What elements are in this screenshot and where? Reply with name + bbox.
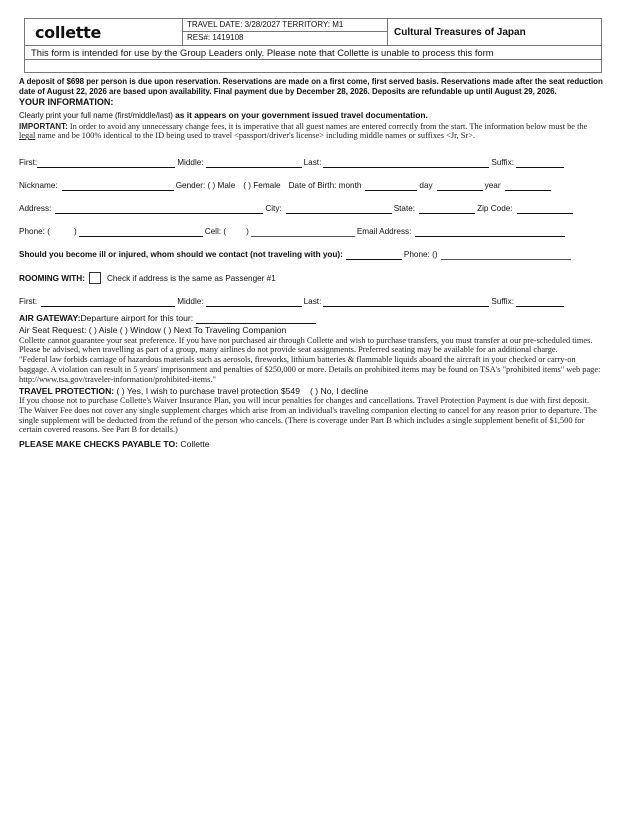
important-notice xyxy=(19,122,603,142)
zip-label: Zip Code: xyxy=(477,204,513,214)
emergency-contact-row xyxy=(19,249,603,260)
important-text-2: name and be 100% identical to the ID being used to travel <passport/driver's license> including middle names or suffixes <Jr, Sr>. xyxy=(35,131,476,141)
nickname-row xyxy=(19,180,603,191)
your-information-heading: YOUR INFORMATION: xyxy=(19,97,114,107)
city-field[interactable] xyxy=(286,204,392,214)
seat-preference-note: Collette cannot guarantee your seat preference. If you have not purchased air through Collette and wish to purchase transfers, you must transfer at our pre-scheduled times. xyxy=(19,335,593,345)
collette-logo: collette xyxy=(35,22,102,42)
emergency-contact-field[interactable] xyxy=(346,250,402,260)
state-field[interactable] xyxy=(419,204,475,214)
header-blank-row xyxy=(25,60,601,72)
important-legal: legal xyxy=(19,131,36,141)
same-address-checkbox[interactable] xyxy=(89,272,101,284)
first-name-field[interactable] xyxy=(37,158,175,168)
dob-year-field[interactable] xyxy=(505,181,551,191)
phone-label: Phone: ( xyxy=(19,227,50,237)
middle-label: Middle: xyxy=(177,158,204,168)
dob-day-field[interactable] xyxy=(437,181,483,191)
dob-month-field[interactable] xyxy=(365,181,417,191)
logo-cell xyxy=(25,19,183,45)
deposit-notice: A deposit of $698 per person is due upon reservation. Reservations are made on a first come, first served basis. Reservations made after the seat reduction date of August 22, 2026 are based upon availability. Final payment due by December 28, 2026. Deposits are refundable up until August 29, 2026. xyxy=(19,77,603,96)
important-label: IMPORTANT: xyxy=(19,121,68,131)
air-gateway-text: Departure airport for this tour: xyxy=(80,313,194,324)
air-seat-request[interactable]: Air Seat Request: ( ) Aisle ( ) Window ( ) Next To Traveling Companion xyxy=(19,325,287,336)
rooming-with-label: ROOMING WITH: xyxy=(19,273,85,283)
rooming-last-label: Last: xyxy=(303,297,322,307)
cell-label: Cell: ( xyxy=(204,227,227,237)
city-label: City: xyxy=(265,204,282,214)
rooming-last-field[interactable] xyxy=(323,297,489,307)
travel-protection-label: TRAVEL PROTECTION: xyxy=(19,385,115,396)
middle-name-field[interactable] xyxy=(206,158,302,168)
dob-year-label: year xyxy=(484,181,501,191)
travel-protection-note: If you choose not to purchase Collette's Waiver Insurance Plan, you will incur penalties for changes and cancellations. Travel Protection Payment is due with first deposit. The Waiver Fee does not cover any single supplement charges which arise from an individual's traveling companion electing to cancel for any reason prior to departure. The single supplement will be deducted from the refund of the person who cancels. (There is coverage under Part B which includes a single supplement benefit of $1,500 for certain covered reasons. See Part B for details.) xyxy=(19,396,597,435)
print-name-instruction xyxy=(19,109,603,122)
rooming-suffix-label: Suffix: xyxy=(491,297,514,307)
group-leader-notice: This form is intended for use by the Group Leaders only. Please note that Collette is unable to process this form xyxy=(25,46,601,60)
header-top-row xyxy=(25,19,601,46)
rooming-with-row xyxy=(19,272,603,284)
print-name-bold: as it appears on your government issued travel documentation. xyxy=(175,110,428,120)
email-label: Email Address: xyxy=(356,227,412,237)
rooming-suffix-field[interactable] xyxy=(516,297,564,307)
rooming-first-label: First: xyxy=(19,297,38,307)
dob-day-label: day xyxy=(419,181,433,191)
checks-payee: Collette xyxy=(178,439,210,450)
email-field[interactable] xyxy=(415,227,565,237)
rooming-middle-field[interactable] xyxy=(206,297,302,307)
gender-female-option[interactable]: ( ) Female xyxy=(243,181,281,191)
state-label: State: xyxy=(393,204,416,214)
seat-assignment-note: Please be advised, when travelling as part of a group, many airlines do not provide seat assignments. Preferred seating may be available for an additional charge. xyxy=(19,345,558,355)
checks-payable-row xyxy=(19,439,603,450)
address-field[interactable] xyxy=(55,204,263,214)
address-label: Address: xyxy=(19,204,52,214)
gender-male-option[interactable]: Gender: ( ) Male xyxy=(175,181,236,191)
dob-month-label: Date of Birth: month xyxy=(288,181,362,191)
first-label: First: xyxy=(19,158,38,168)
form-body xyxy=(0,73,618,450)
emergency-phone-field[interactable] xyxy=(441,250,571,260)
air-gateway-row xyxy=(19,313,603,324)
name-row xyxy=(19,157,603,168)
important-text-1: In order to avoid any unnecessary change fees, it is imperative that all guest names are entered correctly from the start. The information below must be the xyxy=(67,121,588,131)
travel-date-territory: TRAVEL DATE: 3/28/2027 TERRITORY: M1 xyxy=(183,19,387,32)
address-row xyxy=(19,203,603,214)
nickname-label: Nickname: xyxy=(19,181,58,191)
suffix-field[interactable] xyxy=(516,158,564,168)
air-gateway-label: AIR GATEWAY: xyxy=(19,313,81,324)
travel-protection-yes-option[interactable]: ( ) Yes, I wish to purchase travel protection $549 xyxy=(114,385,300,396)
phone-row xyxy=(19,226,603,237)
hazardous-materials-note: "Federal law forbids carriage of hazardous materials such as aerosols, fireworks, lithium batteries & flammable liquids aboard the aircraft in your checked or carry-on baggage. A violation can result in 5 years' imprisonment and penalties of $250,000 or more. Details on prohibited items may be found on TSA's "prohibited items" web page: http://www.tsa.gov/traveler-information/prohibited-items." xyxy=(19,355,601,384)
phone-field[interactable] xyxy=(79,227,203,237)
phone-area-close: ) xyxy=(73,227,77,237)
cell-field[interactable] xyxy=(251,227,355,237)
emergency-contact-question: Should you become ill or injured, whom should we contact (not traveling with you): xyxy=(19,250,343,260)
travel-info-cell xyxy=(183,19,388,45)
rooming-first-field[interactable] xyxy=(41,297,175,307)
form-header xyxy=(24,18,602,73)
print-name-lead: Clearly print your full name (first/middle/last) xyxy=(19,111,176,120)
tour-name: Cultural Treasures of Japan xyxy=(394,26,526,38)
rooming-name-row xyxy=(19,296,603,307)
last-name-field[interactable] xyxy=(323,158,489,168)
travel-protection-row xyxy=(19,386,603,397)
emergency-phone-label: Phone: () xyxy=(403,250,438,260)
checks-payable-label: PLEASE MAKE CHECKS PAYABLE TO: xyxy=(19,439,179,450)
departure-airport-field[interactable] xyxy=(196,314,316,324)
reservation-number: RES#: 1419108 xyxy=(187,33,244,42)
zip-field[interactable] xyxy=(517,204,573,214)
rooming-middle-label: Middle: xyxy=(177,297,204,307)
suffix-label: Suffix: xyxy=(491,158,514,168)
cell-area-close: ) xyxy=(246,227,249,237)
nickname-field[interactable] xyxy=(62,181,174,191)
travel-protection-no-option[interactable]: ( ) No, I decline xyxy=(310,385,369,396)
same-address-label: Check if address is the same as Passenger #1 xyxy=(106,273,276,283)
last-label: Last: xyxy=(303,158,322,168)
